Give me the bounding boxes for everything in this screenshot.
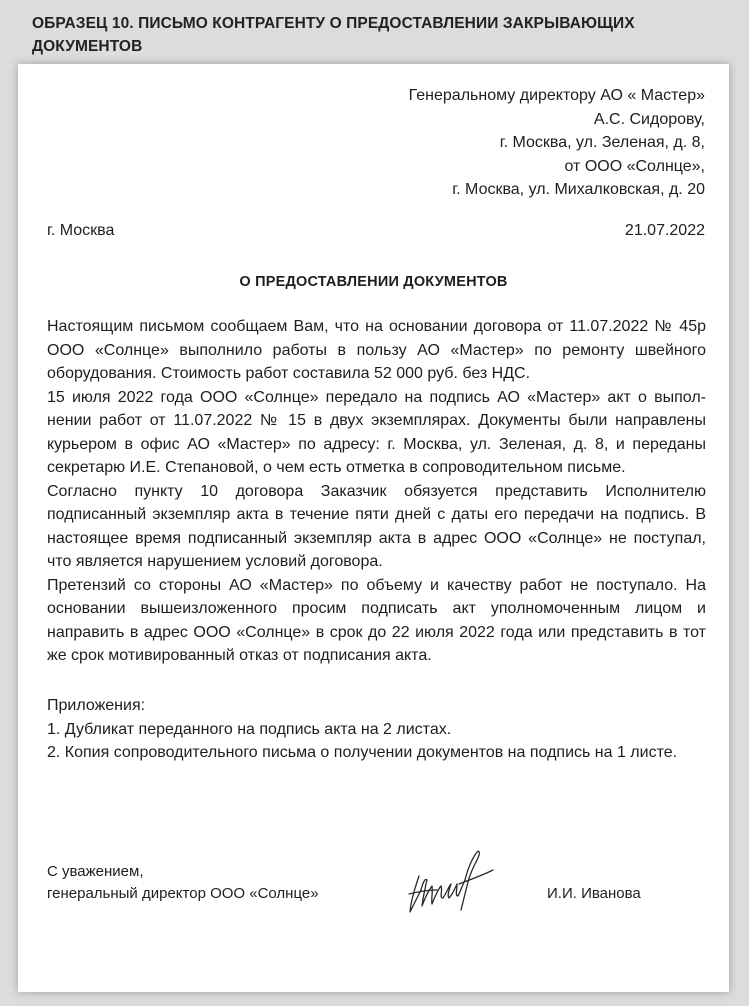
attachment-item: 2. Копия сопроводительного письма о получении документов на подпись на 1 листе. xyxy=(47,744,678,761)
addressee-block xyxy=(409,84,705,202)
place-date-row xyxy=(47,220,705,242)
letter-sheet xyxy=(18,64,729,992)
body-paragraph: 15 июля 2022 года ООО «Солнце» передало на подпись АО «Мастер» акт о выполнении работ от 11.07.2022 № 15 в двух экземплярах. Документы были направлены курьером в офис АО «Мастер» по адресу: г. Москва, ул. Зеленая, д. 8, и переданы секретарю И.Е. Степановой, о чем есть отметка в сопроводительном письме. xyxy=(47,388,706,476)
attachments-heading: Приложения: xyxy=(47,697,146,714)
body-paragraph: Настоящим письмом сообщаем Вам, что на основании договора от 11.07.2022 № 45р ООО «Солнце» выполнило работы в пользу АО «Мастер» по ремонту швейного оборудования. Стоимость работ составила 52 000 руб. без НДС. xyxy=(47,318,706,382)
handwritten-signature xyxy=(403,846,495,918)
letter-date: 21.07.2022 xyxy=(624,222,705,239)
letter-subject: О ПРЕДОСТАВЛЕНИИ ДОКУМЕНТОВ xyxy=(239,274,508,290)
addressee-line: Генеральному директору АО « Мастер» xyxy=(408,87,705,104)
body-paragraph: Претензий со стороны АО «Мастер» по объему и качеству работ не поступало. На основании вышеизложенного просим подписать акт уполномоченным лицом и направить в адрес ООО «Солнце» в срок до 22 июля 2022 года или представить в тот же срок мотивированный отказ от подписания акта. xyxy=(47,576,706,664)
addressee-line: г. Москва, ул. Зеленая, д. 8, xyxy=(499,134,705,151)
letter-body xyxy=(47,315,706,668)
closing-block xyxy=(47,861,319,905)
signer-position: генеральный директор ООО «Солнце» xyxy=(47,885,319,902)
addressee-line: А.С. Сидорову, xyxy=(593,110,705,128)
signer-name: И.И. Иванова xyxy=(547,885,641,902)
addressee-line: от ООО «Солнце», xyxy=(564,157,705,175)
document-caption: ОБРАЗЕЦ 10. ПИСЬМО КОНТРАГЕНТУ О ПРЕДОСТАВЛЕНИИ ЗАКРЫВАЮЩИХ ДОКУМЕНТОВ xyxy=(32,15,635,55)
addressee-line: г. Москва, ул. Михалковская, д. 20 xyxy=(452,181,705,198)
closing-regards: С уважением, xyxy=(47,863,144,880)
attachment-item: 1. Дубликат переданного на подпись акта на 2 листах. xyxy=(47,720,452,738)
attachments-block xyxy=(47,694,706,765)
body-paragraph: Согласно пункту 10 договора Заказчик обязуется представить Исполнителю подписанный экземпляр акта в течение пяти дней с даты его передачи на подпись. В настоящее время подписанный экземпляр акта в адрес ООО «Солнце» не поступал, что является нарушением условий договора. xyxy=(47,482,706,570)
letter-city: г. Москва xyxy=(47,222,115,239)
